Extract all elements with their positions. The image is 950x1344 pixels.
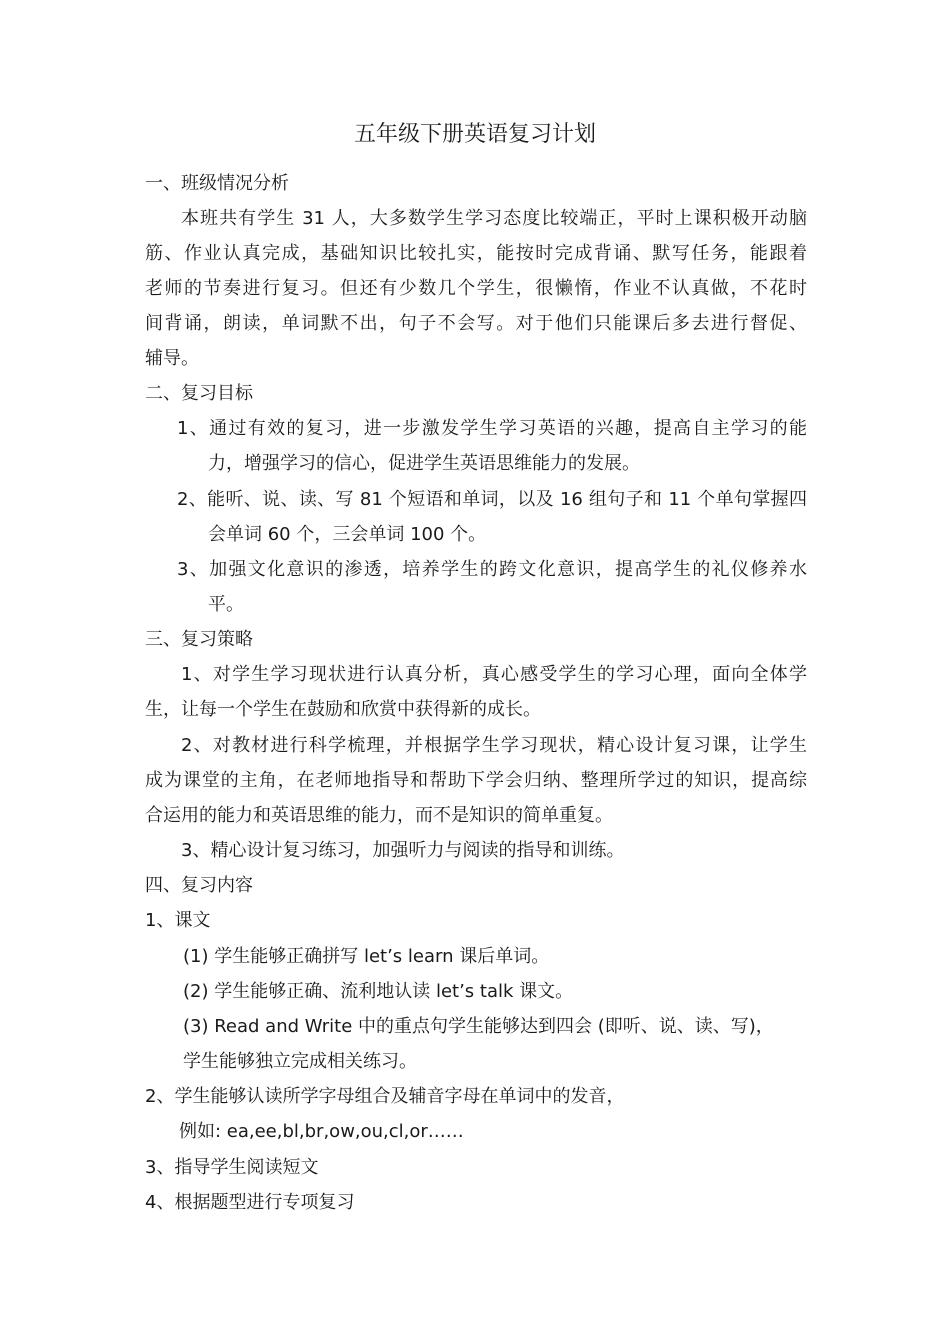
content-line: (3) Read and Write 中的重点句学生能够达到四会 (即听、说、读、写)，	[183, 1016, 774, 1037]
goal-item-3: 3、加强文化意识的渗透，培养学生的跨文化意识，提高学生的礼仪修养水	[177, 559, 807, 580]
goal-item-1: 1、通过有效的复习，进一步激发学生学习英语的兴趣，提高自主学习的能	[177, 418, 807, 439]
paragraph-line: 间背诵，朗读，单词默不出，句子不会写。对于他们只能课后多去进行督促、	[145, 313, 807, 334]
content-line: (2) 学生能够正确、流利地认读 let’s talk 课文。	[183, 981, 574, 1002]
section-heading-review-strategy: 三、复习策略	[145, 629, 253, 650]
paragraph-line: 本班共有学生 31 人，大多数学生学习态度比较端正，平时上课积极开动脑	[181, 208, 807, 229]
paragraph-line: 老师的节奏进行复习。但还有少数几个学生，很懒惰，作业不认真做，不花时	[145, 278, 807, 299]
phonics-example: 例如: ea,ee,bl,br,ow,ou,cl,or……	[179, 1121, 464, 1142]
document-title: 五年级下册英语复习计划	[353, 122, 596, 147]
content-sub-heading-practice: 4、根据题型进行专项复习	[145, 1192, 355, 1213]
strategy-item-2-cont: 合运用的能力和英语思维的能力，而不是知识的简单重复。	[145, 805, 613, 826]
content-sub-heading-phonics: 2、学生能够认读所学字母组合及辅音字母在单词中的发音，	[145, 1086, 625, 1107]
section-heading-review-content: 四、复习内容	[145, 875, 253, 896]
goal-item-2-cont: 会单词 60 个，三会单词 100 个。	[208, 524, 487, 545]
goal-item-2: 2、能听、说、读、写 81 个短语和单词，以及 16 组句子和 11 个单句掌握四	[177, 489, 807, 510]
content-sub-heading-texts: 1、课文	[145, 910, 211, 931]
strategy-item-3: 3、精心设计复习练习，加强听力与阅读的指导和训练。	[181, 840, 625, 861]
paragraph-line: 辅导。	[145, 348, 199, 369]
section-heading-class-analysis: 一、班级情况分析	[145, 173, 289, 194]
strategy-item-1: 1、对学生学习现状进行认真分析，真心感受学生的学习心理，面向全体学	[181, 664, 807, 685]
strategy-item-2-cont: 成为课堂的主角，在老师地指导和帮助下学会归纳、整理所学过的知识，提高综	[145, 770, 807, 791]
paragraph-line: 筋、作业认真完成，基础知识比较扎实，能按时完成背诵、默写任务，能跟着	[145, 243, 807, 264]
strategy-item-2: 2、对教材进行科学梳理，并根据学生学习现状，精心设计复习课，让学生	[181, 735, 807, 756]
strategy-item-1-cont: 生，让每一个学生在鼓励和欣赏中获得新的成长。	[145, 699, 541, 720]
section-heading-review-goals: 二、复习目标	[145, 383, 253, 404]
goal-item-3-cont: 平。	[208, 594, 244, 615]
content-line: 学生能够独立完成相关练习。	[183, 1051, 417, 1072]
content-sub-heading-reading: 3、指导学生阅读短文	[145, 1157, 319, 1178]
content-line: (1) 学生能够正确拼写 let’s learn 课后单词。	[183, 946, 550, 967]
goal-item-1-cont: 力，增强学习的信心，促进学生英语思维能力的发展。	[208, 453, 640, 474]
